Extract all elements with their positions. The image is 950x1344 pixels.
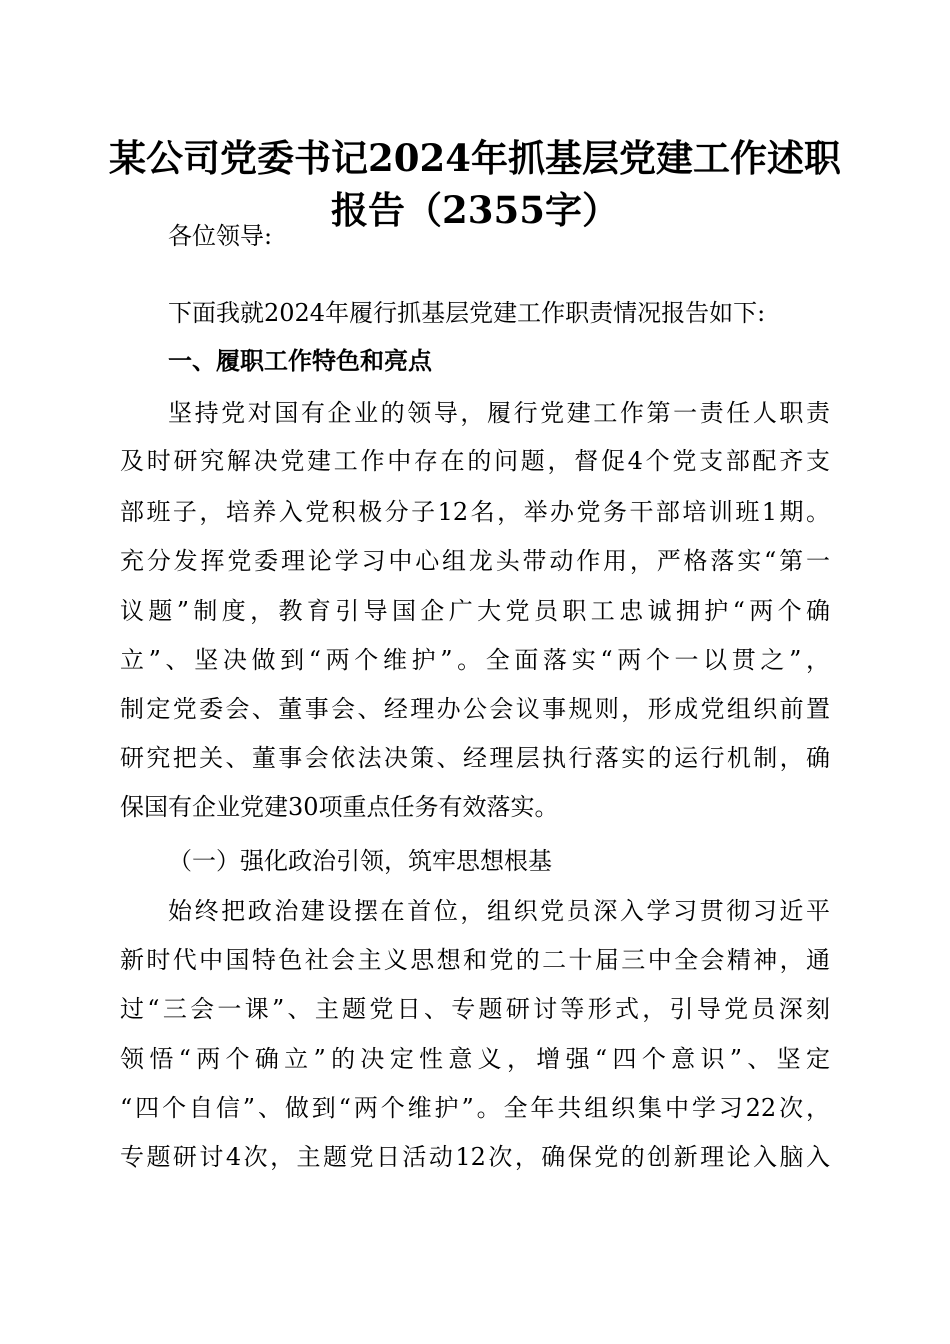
section-heading: 一、履职工作特色和亮点 (168, 347, 432, 375)
paragraph-line: 始终把政治建设摆在首位，组织党员深入学习贯彻习近平 (168, 897, 830, 925)
paragraph-line: 领悟“两个确立”的决定性意义，增强“四个意识”、坚定 (120, 1045, 830, 1073)
paragraph-line: 研究把关、董事会依法决策、经理层执行落实的运行机制，确 (120, 744, 830, 772)
paragraph-line: 充分发挥党委理论学习中心组龙头带动作用，严格落实“第一 (120, 547, 830, 575)
paragraph-line: “四个自信”、做到“两个维护”。全年共组织集中学习22次， (120, 1094, 830, 1122)
paragraph-line: 新时代中国特色社会主义思想和党的二十届三中全会精神，通 (120, 946, 830, 974)
title-line-1: 某公司党委书记2024年抓基层党建工作述职 (109, 136, 841, 180)
paragraph-line: 部班子，培养入党积极分子12名，举办党务干部培训班1期。 (120, 498, 830, 526)
subsection-heading: （一）强化政治引领，筑牢思想根基 (168, 847, 552, 875)
paragraph-line: 专题研讨4次，主题党日活动12次，确保党的创新理论入脑入 (120, 1143, 830, 1171)
paragraph-line: 保国有企业党建30项重点任务有效落实。 (120, 793, 559, 821)
paragraph-line: 制定党委会、董事会、经理办公会议事规则，形成党组织前置 (120, 695, 830, 723)
paragraph-line: 及时研究解决党建工作中存在的问题，督促4个党支部配齐支 (120, 447, 830, 475)
paragraph-line: 立”、坚决做到“两个维护”。全面落实“两个一以贯之”， (120, 646, 830, 674)
title-line-2: 报告（2355字） (331, 188, 619, 232)
paragraph-line: 坚持党对国有企业的领导，履行党建工作第一责任人职责 (168, 399, 830, 427)
salutation: 各位领导: (168, 222, 273, 250)
paragraph-line: 过“三会一课”、主题党日、专题研讨等形式，引导党员深刻 (120, 995, 830, 1023)
paragraph-line: 议题”制度，教育引导国企广大党员职工忠诚拥护“两个确 (120, 597, 830, 625)
intro-paragraph: 下面我就2024年履行抓基层党建工作职责情况报告如下: (168, 299, 766, 327)
